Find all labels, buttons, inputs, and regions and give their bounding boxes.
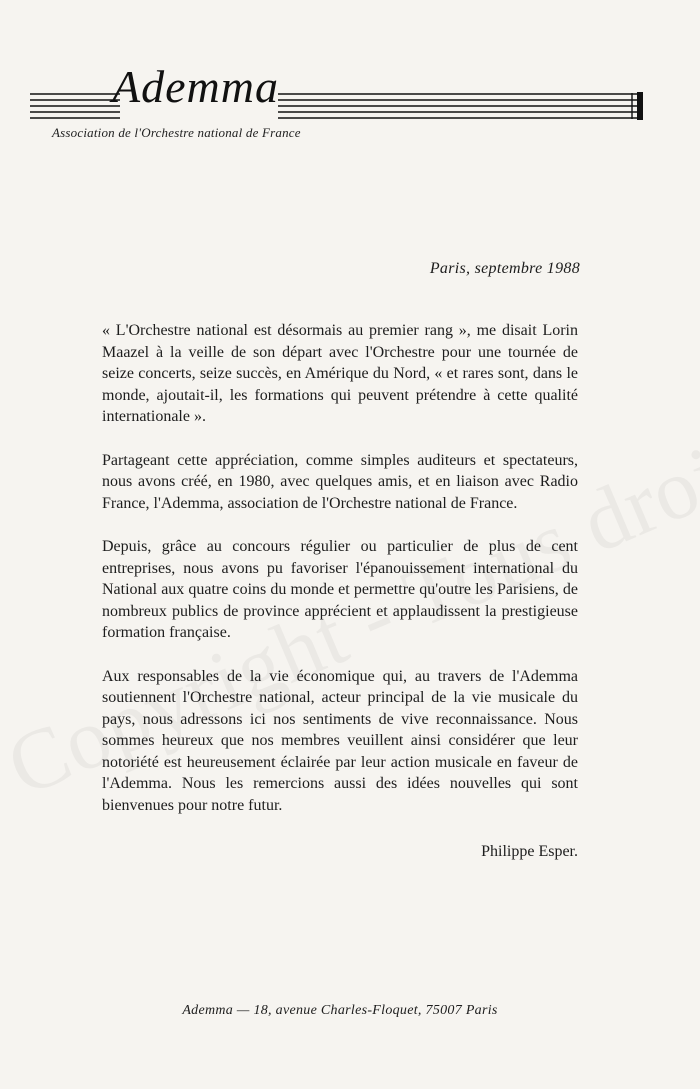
letterhead-logo — [30, 61, 645, 145]
ademma-logo-text: Ademma — [112, 61, 279, 112]
signature: Philippe Esper. — [481, 843, 578, 860]
dateline: Paris, septembre 1988 — [429, 260, 580, 277]
paragraph-4: Aux responsables de la vie économique qui, au travers de l'Ademma soutiennent l'Orchestre national, acteur principal de la vie musicale du pays, nous adressons ici nos sentiments de vive reconnaissance. Nous sommes heureux que nos membres veuillent ainsi considérer que leur notoriété est heureusement éclairée par leur action musicale en faveur de l'Ademma. Nous les remercions aussi des idées nouvelles qui sont bienvenues pour notre futur. — [102, 667, 578, 814]
association-subtitle: Association de l'Orchestre national de France — [52, 125, 301, 140]
letter-body — [102, 320, 578, 838]
footer-address: Ademma — 18, avenue Charles-Floquet, 75007 Paris — [182, 1003, 498, 1018]
paragraph-1: « L'Orchestre national est désormais au premier rang », me disait Lorin Maazel à la veille de son départ avec l'Orchestre pour une tournée de seize concerts, seize succès, en Amérique du Nord, « et rares sont, dans le monde, ajoutait-il, les formations qui peuvent prétendre à cette qualité internationale ». — [102, 322, 578, 425]
paragraph-3: Depuis, grâce au concours régulier ou particulier de plus de cent entreprises, nous avons pu favoriser l'épanouissement international du National aux quatre coins du monde et permettre qu'outre les Parisiens, de nombreux publics de province apprécient et applaudissent la prestigieuse formation française. — [102, 538, 578, 641]
paragraph-2: Partageant cette appréciation, comme simples auditeurs et spectateurs, nous avons créé, en 1980, avec quelques amis, et en liaison avec Radio France, l'Ademma, association de l'Orchestre national de France. — [102, 451, 578, 512]
